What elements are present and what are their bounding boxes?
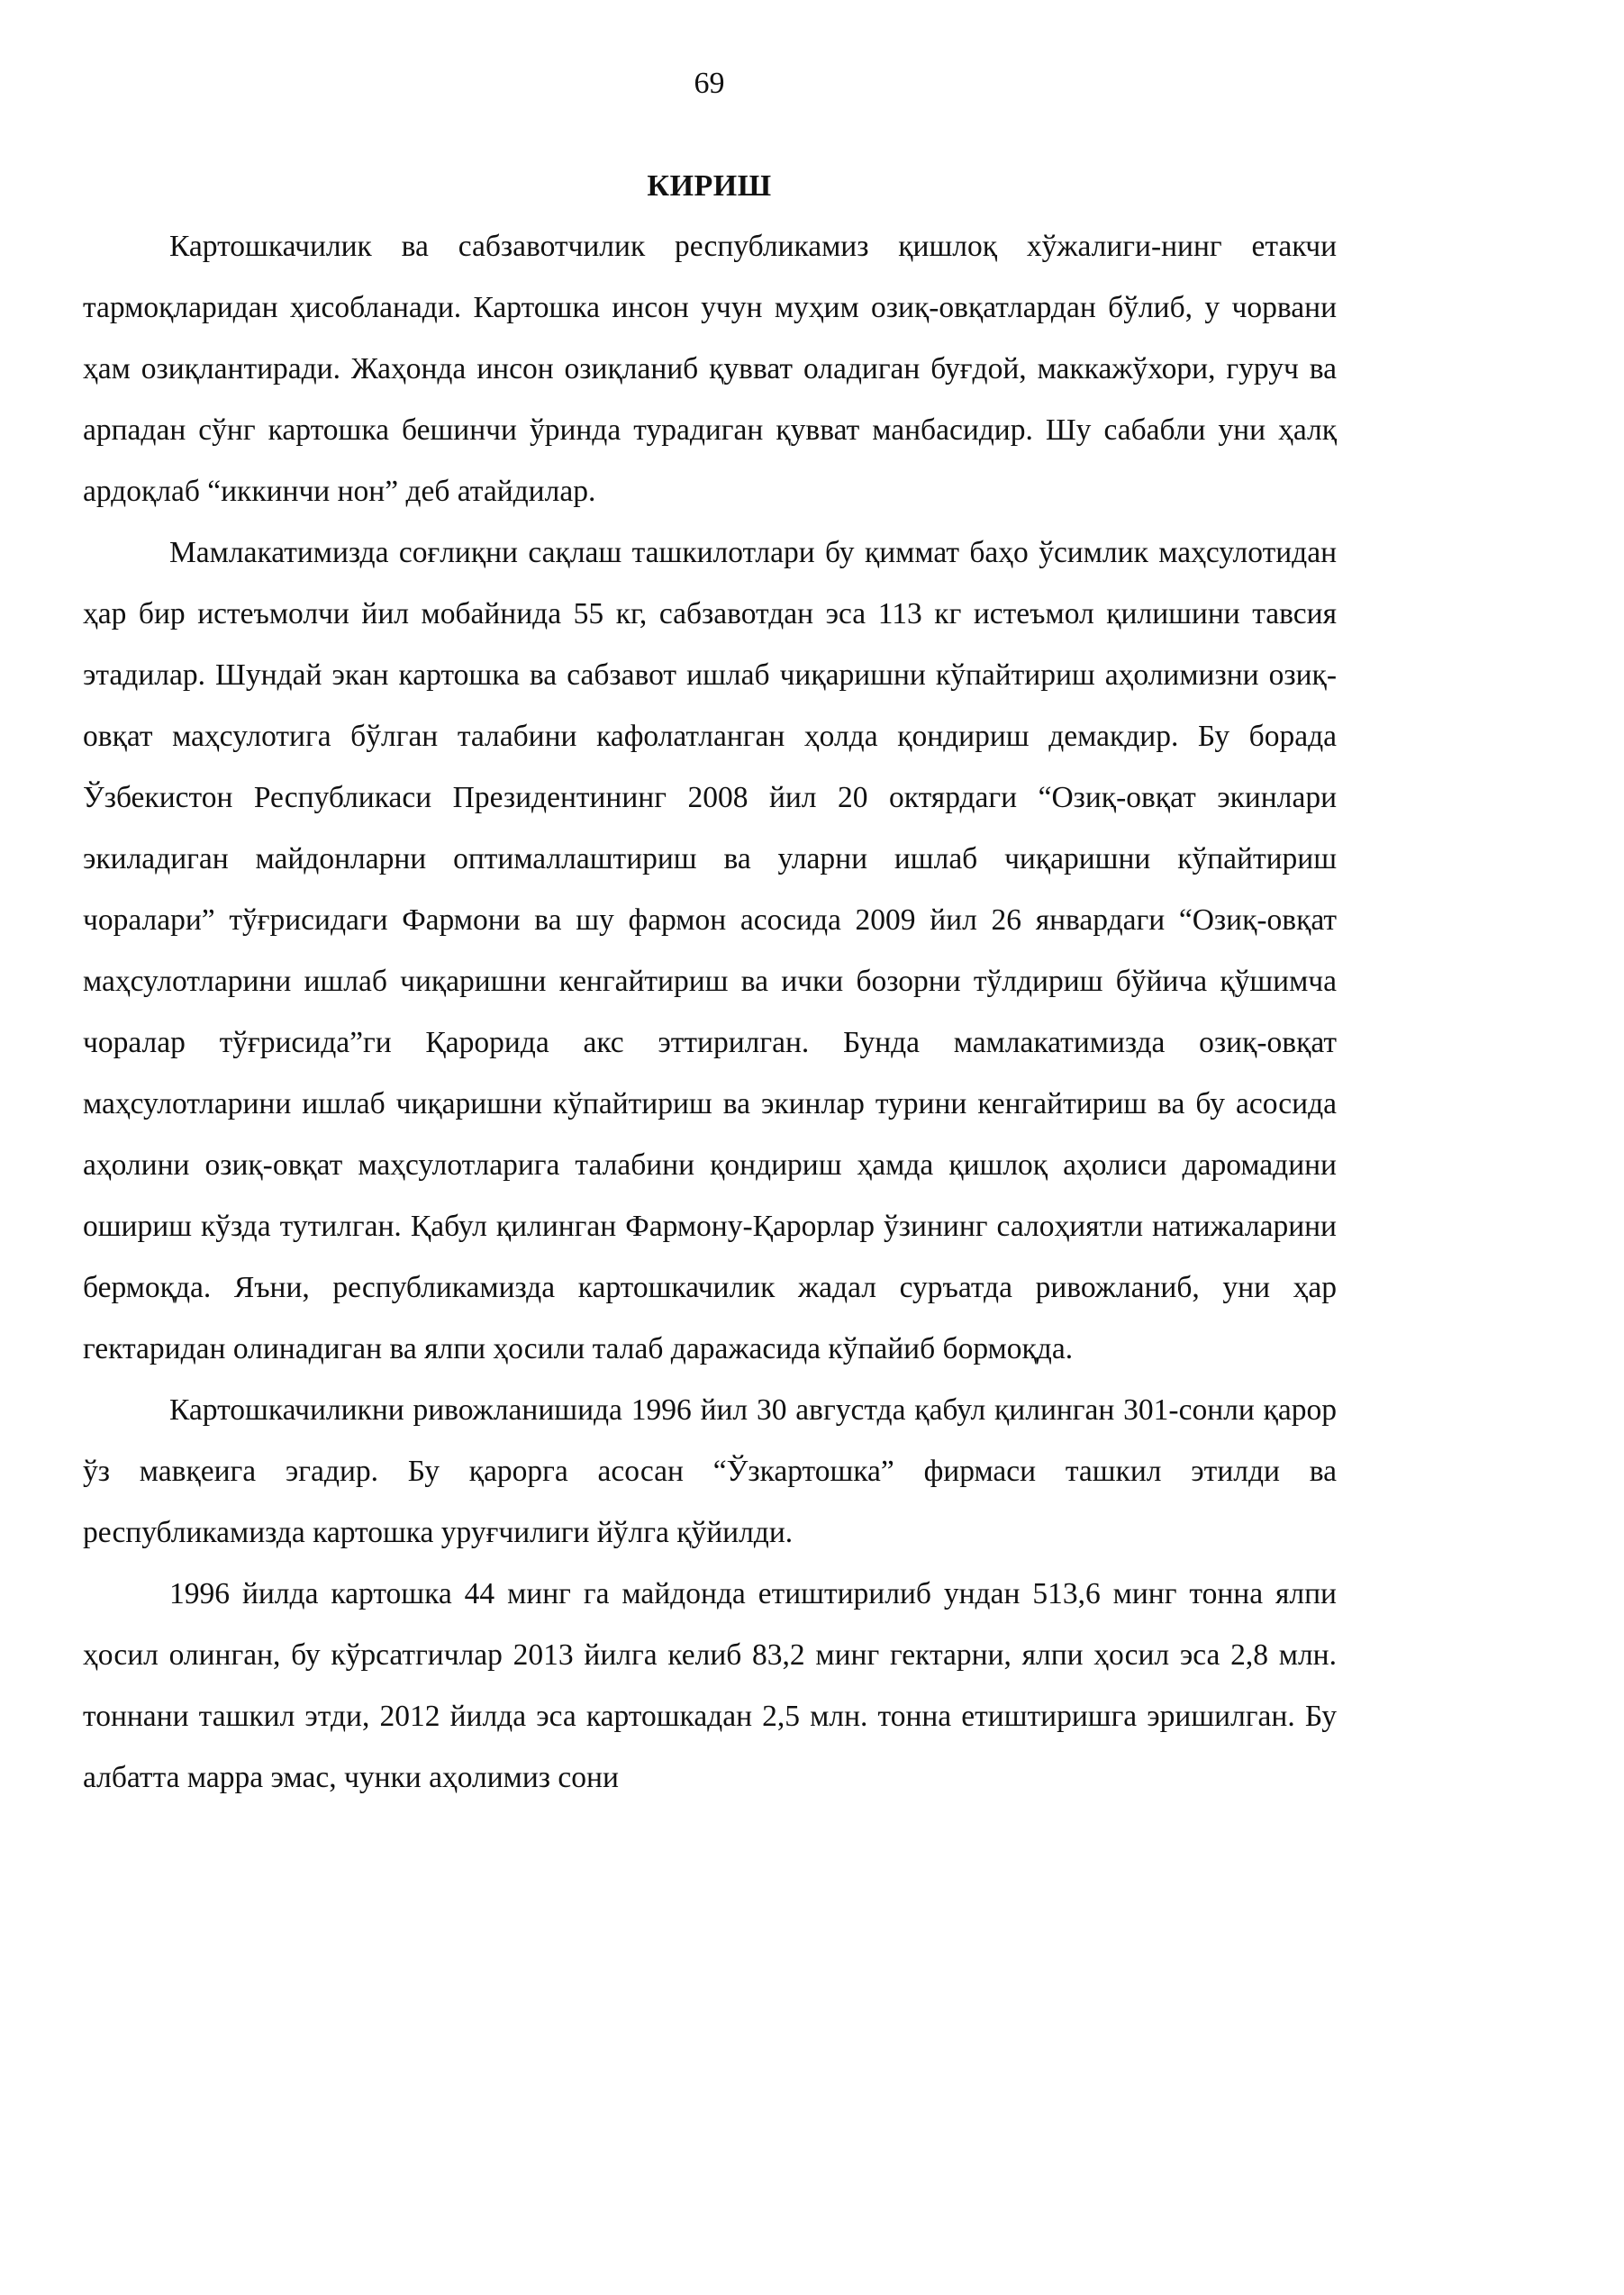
paragraph-4: 1996 йилда картошка 44 минг га майдонда етиштирилиб ундан 513,6 минг тонна ялпи ҳосил олинган, бу кўрсатгичлар 2013 йилга келиб 83,2 минг гектарни, ялпи ҳосил эса 2,8 млн. тоннани ташкил этди, 2012 йилда эса картошкадан 2,5 млн. тонна етиштиришга эришилган. Бу албатта марра эмас, чунки аҳолимиз сони [83, 1577, 1337, 1794]
body-text [83, 216, 1337, 1809]
page-number: 69 [694, 67, 725, 100]
paragraph-2: Мамлакатимизда соғлиқни сақлаш ташкилотлари бу қиммат баҳо ўсимлик маҳсулотидан ҳар бир истеъмолчи йил мобайнида 55 кг, сабзавотдан эса 113 кг истеъмол қилишини тавсия этадилар. Шундай экан картошка ва сабзавот ишлаб чиқаришни кўпайтириш аҳолимизни озиқ-овқат маҳсулотига бўлган талабини кафолатланган ҳолда қондириш демакдир. Бу борада Ўзбекистон Республикаси Президентининг 2008 йил 20 октярдаги “Озиқ-овқат экинлари экиладиган майдонларни оптималлаштириш ва уларни ишлаб чиқаришни кўпайтириш чоралари” тўғрисидаги Фармони ва шу фармон асосида 2009 йил 26 январдаги “Озиқ-овқат маҳсулотларини ишлаб чиқаришни кенгайтириш ва ички бозорни тўлдириш бўйича қўшимча чоралар тўғрисида”ги Қарорида акс эттирилган. Бунда мамлакатимизда озиқ-овқат маҳсулотларини ишлаб чиқаришни кўпайтириш ва экинлар турини кенгайтириш ва бу асосида аҳолини озиқ-овқат маҳсулотларига талабини қондириш ҳамда қишлоқ аҳолиси даромадини ошириш кўзда тутилган. Қабул қилинган Фармону-Қарорлар ўзининг салоҳиятли натижаларини бермоқда. Яъни, республикамизда картошкачилик жадал суръатда ривожланиб, уни ҳар гектаридан олинадиган ва ялпи ҳосили талаб даражасида кўпайиб бормоқда. [83, 536, 1337, 1365]
paragraph-3: Картошкачиликни ривожланишида 1996 йил 30 августда қабул қилинган 301-сонли қарор ўз мавқеига эгадир. Бу қарорга асосан “Ўзкартошка” фирмаси ташкил этилди ва республикамизда картошка уруғчилиги йўлга қўйилди. [83, 1393, 1337, 1549]
section-heading: КИРИШ [647, 169, 772, 203]
paragraph-1: Картошкачилик ва сабзавотчилик республикамиз қишлоқ хўжалиги-нинг етакчи тармоқларидан ҳисобланади. Картошка инсон учун муҳим озиқ-овқатлардан бўлиб, у чорвани ҳам озиқлантиради. Жаҳонда инсон озиқланиб қувват оладиган буғдой, маккажўхори, гуруч ва арпадан сўнг картошка бешинчи ўринда турадиган қувват манбасидир. Шу сабабли уни ҳалқ ардоқлаб “иккинчи нон” деб атайдилар. [83, 230, 1337, 508]
